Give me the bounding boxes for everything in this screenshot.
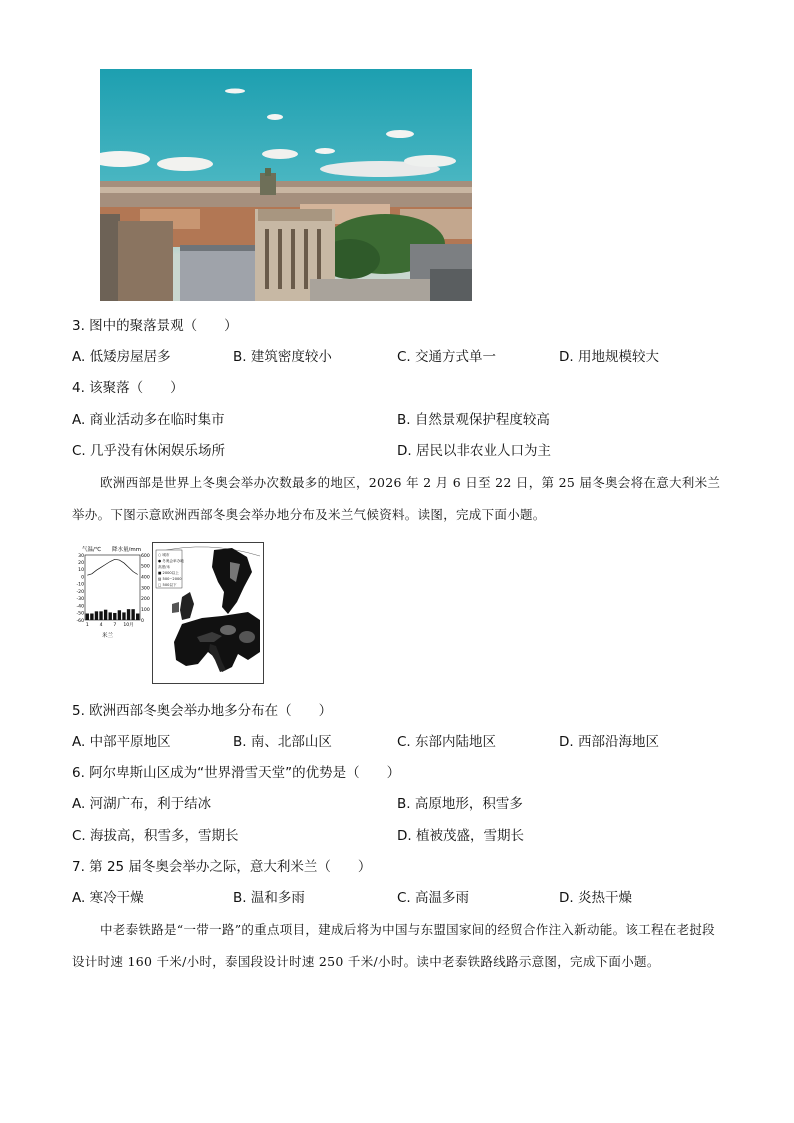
climate-precip-bar <box>136 614 139 621</box>
milan-climate-chart <box>72 545 152 640</box>
q3-option-b[interactable]: B. 建筑密度较小 <box>233 349 332 365</box>
climate-left-tick: -50 <box>76 611 84 617</box>
climate-left-tick: -30 <box>76 597 84 603</box>
legend-city: ○ 城市 <box>158 553 170 557</box>
q5-option-d[interactable]: D. 西部沿海地区 <box>559 734 659 750</box>
q7-option-b[interactable]: B. 温和多雨 <box>233 890 305 906</box>
q7-option-d[interactable]: D. 炎热干燥 <box>559 890 632 906</box>
climate-left-tick: -20 <box>76 589 84 595</box>
climate-left-tick: 20 <box>78 561 84 567</box>
passage-winter-olympics: 欧洲西部是世界上冬奥会举办次数最多的地区，2026 年 2 月 6 日至 22 日，第 25 届冬奥会将在意大利米兰举办。下图示意欧洲西部冬奥会举办地分布及米兰气候资料。读图，完成下面小题。 <box>72 475 721 522</box>
city-photo <box>100 69 472 301</box>
legend-high: ■ 2000以上 <box>158 571 179 575</box>
legend-mid: ▨ 500~2000 <box>158 577 182 581</box>
europe-map <box>152 542 264 684</box>
climate-right-tick: 100 <box>141 607 150 613</box>
legend-elevation: 高度/米 <box>158 565 170 569</box>
climate-right-tick: 500 <box>141 564 150 570</box>
legend-low: □ 500以下 <box>158 583 177 587</box>
climate-precip-bar <box>99 611 102 620</box>
q4-stem: 4. 该聚落（ ） <box>72 380 184 396</box>
climate-precip-bar <box>127 609 130 620</box>
q7-option-a[interactable]: A. 寒冷干燥 <box>72 890 144 906</box>
q4-option-b[interactable]: B. 自然景观保护程度较高 <box>397 412 550 428</box>
climate-right-ticks <box>141 553 150 624</box>
climate-temp-line <box>87 559 137 575</box>
q6-option-c[interactable]: C. 海拔高，积雪多，雪期长 <box>72 828 239 844</box>
q5-option-a[interactable]: A. 中部平原地区 <box>72 734 171 750</box>
climate-left-tick: -10 <box>76 582 84 588</box>
climate-precip-bar <box>90 614 93 621</box>
climate-left-tick: 0 <box>81 575 84 581</box>
q6-option-a[interactable]: A. 河湖广布，利于结冰 <box>72 796 212 812</box>
climate-precip-bar <box>109 612 112 620</box>
climate-precip-bar <box>104 610 107 620</box>
climate-precip-bar <box>86 614 89 621</box>
passage-railway: 中老泰铁路是“一带一路”的重点项目，建成后将为中国与东盟国家间的经贸合作注入新动能。该工程在老挝段设计时速 160 千米/小时，泰国段设计时速 250 千米/小时。读中老泰铁路线路示意图，完成下面小题。 <box>72 922 715 969</box>
climate-precip-bar <box>131 609 134 620</box>
climate-city-label: 米兰 <box>102 633 114 639</box>
climate-left-tick: -40 <box>76 604 84 610</box>
q3-option-d[interactable]: D. 用地规模较大 <box>559 349 659 365</box>
q5-stem: 5. 欧洲西部冬奥会举办地多分布在（ ） <box>72 703 333 719</box>
q4-option-c[interactable]: C. 几乎没有休闲娱乐场所 <box>72 443 226 459</box>
climate-precip-bars <box>86 609 140 620</box>
q3-option-a[interactable]: A. 低矮房屋居多 <box>72 349 171 365</box>
climate-precip-bar <box>118 610 121 620</box>
climate-right-tick: 400 <box>141 575 150 581</box>
climate-right-tick: 200 <box>141 597 150 603</box>
climate-temp-label: 气温/℃ <box>82 547 102 553</box>
q4-option-d[interactable]: D. 居民以非农业人口为主 <box>397 443 551 459</box>
climate-right-tick: 0 <box>141 618 144 624</box>
q6-option-b[interactable]: B. 高原地形，积雪多 <box>397 796 523 812</box>
climate-x-ticks <box>86 621 134 628</box>
q6-option-d[interactable]: D. 植被茂盛，雪期长 <box>397 828 524 844</box>
q6-stem: 6. 阿尔卑斯山区成为“世界滑雪天堂”的优势是（ ） <box>72 765 401 781</box>
q7-stem: 7. 第 25 届冬奥会举办之际，意大利米兰（ ） <box>72 859 372 875</box>
q3-stem: 3. 图中的聚落景观（ ） <box>72 318 238 334</box>
climate-precip-bar <box>95 611 98 620</box>
q3-option-c[interactable]: C. 交通方式单一 <box>397 349 497 365</box>
climate-x-tick: 7 <box>113 623 117 628</box>
climate-x-tick: 4 <box>99 623 103 628</box>
climate-precip-label: 降水量/mm <box>112 547 142 553</box>
climate-precip-bar <box>113 613 116 620</box>
climate-x-tick: 10月 <box>123 623 134 628</box>
climate-right-tick: 300 <box>141 586 150 592</box>
legend-venue: ● 冬奥会举办地 <box>158 559 184 563</box>
q5-option-b[interactable]: B. 南、北部山区 <box>233 734 332 750</box>
climate-left-tick: 10 <box>78 568 84 574</box>
climate-precip-bar <box>122 612 125 620</box>
climate-left-tick: 30 <box>78 553 84 559</box>
q5-option-c[interactable]: C. 东部内陆地区 <box>397 734 497 750</box>
climate-left-tick: -60 <box>76 618 84 624</box>
q4-option-a[interactable]: A. 商业活动多在临时集市 <box>72 412 225 428</box>
climate-x-tick: 1 <box>85 623 89 628</box>
climate-right-tick: 600 <box>141 553 150 559</box>
climate-left-ticks <box>76 553 84 624</box>
q7-option-c[interactable]: C. 高温多雨 <box>397 890 470 906</box>
